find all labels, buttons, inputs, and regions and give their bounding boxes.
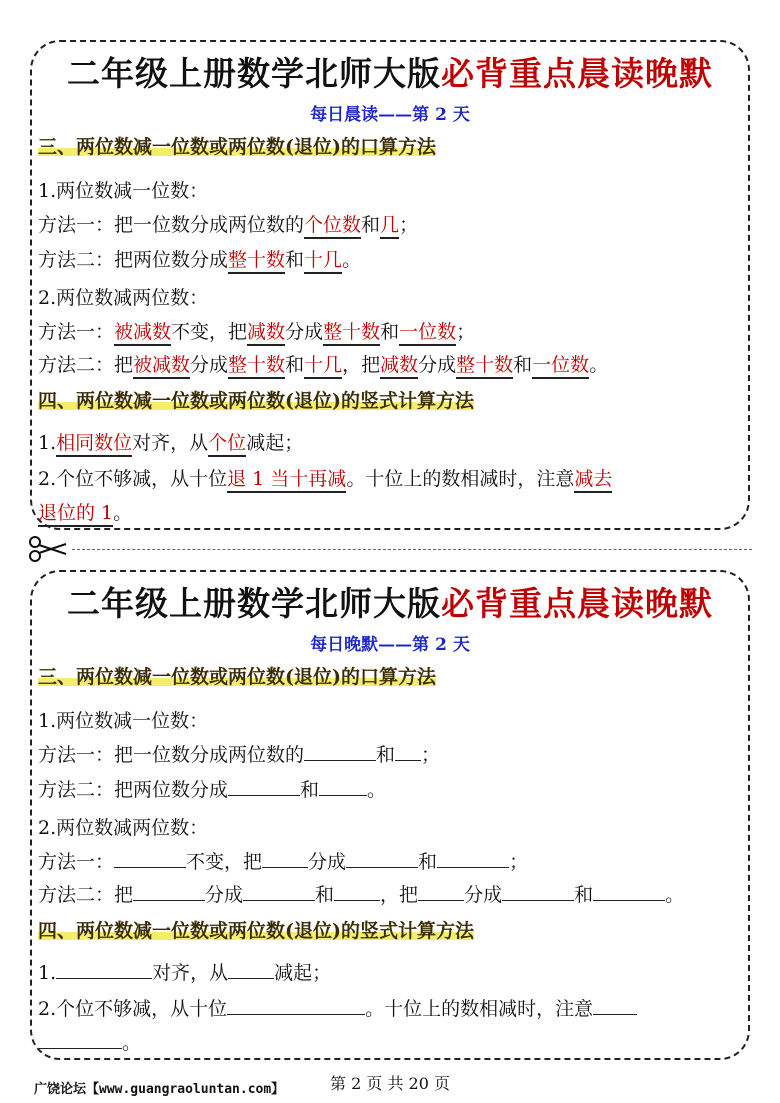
method3-line: 方法一：被减数不变，把减数分成整十数和一位数； xyxy=(38,317,475,344)
method4-line: 方法二：把被减数分成整十数和十几，把减数分成整十数和一位数。 xyxy=(38,350,608,377)
answer-blank[interactable] xyxy=(304,742,376,761)
method2-line: 方法二：把两位数分成整十数和十几。 xyxy=(38,245,361,272)
answer-blank[interactable] xyxy=(334,882,380,901)
answer-blank[interactable] xyxy=(262,849,308,868)
answer-blank[interactable] xyxy=(243,882,315,901)
item1-title: 1.两位数减一位数： xyxy=(38,180,209,202)
answer-blank[interactable] xyxy=(395,742,421,761)
method2-blank-line: 方法二：把两位数分成 和 。 xyxy=(38,779,387,801)
answer-blank[interactable] xyxy=(502,882,574,901)
section3-heading: 三、两位数减一位数或两位数(退位)的口算方法 xyxy=(38,136,436,158)
section4-heading: 四、两位数减一位数或两位数(退位)的竖式计算方法 xyxy=(38,390,474,412)
site-credit: 广饶论坛【www.guangraoluntan.com】 xyxy=(34,1082,285,1097)
item2-title-2: 2.两位数减两位数： xyxy=(38,817,209,839)
item1-title-2: 1.两位数减一位数： xyxy=(38,710,209,732)
answer-blank[interactable] xyxy=(437,849,509,868)
method1-line: 方法一：把一位数分成两位数的个位数和几； xyxy=(38,210,418,237)
vertical2-blank-cont: 。 xyxy=(38,1028,141,1055)
answer-blank[interactable] xyxy=(114,849,186,868)
vertical1-blank-line: 1. 对齐，从 减起； xyxy=(38,962,332,984)
vertical2-blank-line: 2.个位不够减，从十位 。十位上的数相减时，注意 xyxy=(38,994,637,1021)
answer-blank[interactable] xyxy=(346,849,418,868)
method1-blank-line: 方法一：把一位数分成两位数的 和 ； xyxy=(38,744,441,766)
section4-heading-2: 四、两位数减一位数或两位数(退位)的竖式计算方法 xyxy=(38,920,474,942)
item2-title: 2.两位数减两位数： xyxy=(38,287,209,309)
morning-subtitle: 每日晨读——第 2 天 xyxy=(310,105,470,125)
answer-blank[interactable] xyxy=(418,882,464,901)
answer-blank[interactable] xyxy=(228,777,300,796)
answer-blank[interactable] xyxy=(227,996,365,1015)
morning-card xyxy=(30,40,750,530)
answer-blank[interactable] xyxy=(319,777,367,796)
vertical2-line: 2.个位不够减，从十位退 1 当十再减。十位上的数相减时，注意减去 xyxy=(38,464,612,491)
answer-blank[interactable] xyxy=(56,960,152,979)
page-title: 二年级上册数学北师大版必背重点晨读晚默 xyxy=(67,54,713,93)
answer-blank[interactable] xyxy=(38,1030,122,1049)
method4-blank-line: 方法二：把 分成 和 ，把 分成 和 。 xyxy=(38,884,685,906)
vertical1-line: 1.相同数位对齐，从个位减起； xyxy=(38,428,303,455)
answer-blank[interactable] xyxy=(133,882,205,901)
answer-blank[interactable] xyxy=(228,960,274,979)
answer-blank[interactable] xyxy=(593,996,637,1015)
section3-heading-2: 三、两位数减一位数或两位数(退位)的口算方法 xyxy=(38,666,436,688)
evening-card xyxy=(30,570,750,1060)
method3-blank-line: 方法一： 不变，把 分成 和 ； xyxy=(38,851,529,873)
page-title-2: 二年级上册数学北师大版必背重点晨读晚默 xyxy=(67,584,713,623)
cut-line xyxy=(72,549,752,550)
scissors-icon xyxy=(28,536,68,562)
page-number: 第 2 页 共 20 页 xyxy=(330,1074,450,1093)
evening-subtitle: 每日晚默——第 2 天 xyxy=(310,635,470,655)
answer-blank[interactable] xyxy=(593,882,665,901)
vertical2-cont: 退位的 1。 xyxy=(38,498,132,525)
